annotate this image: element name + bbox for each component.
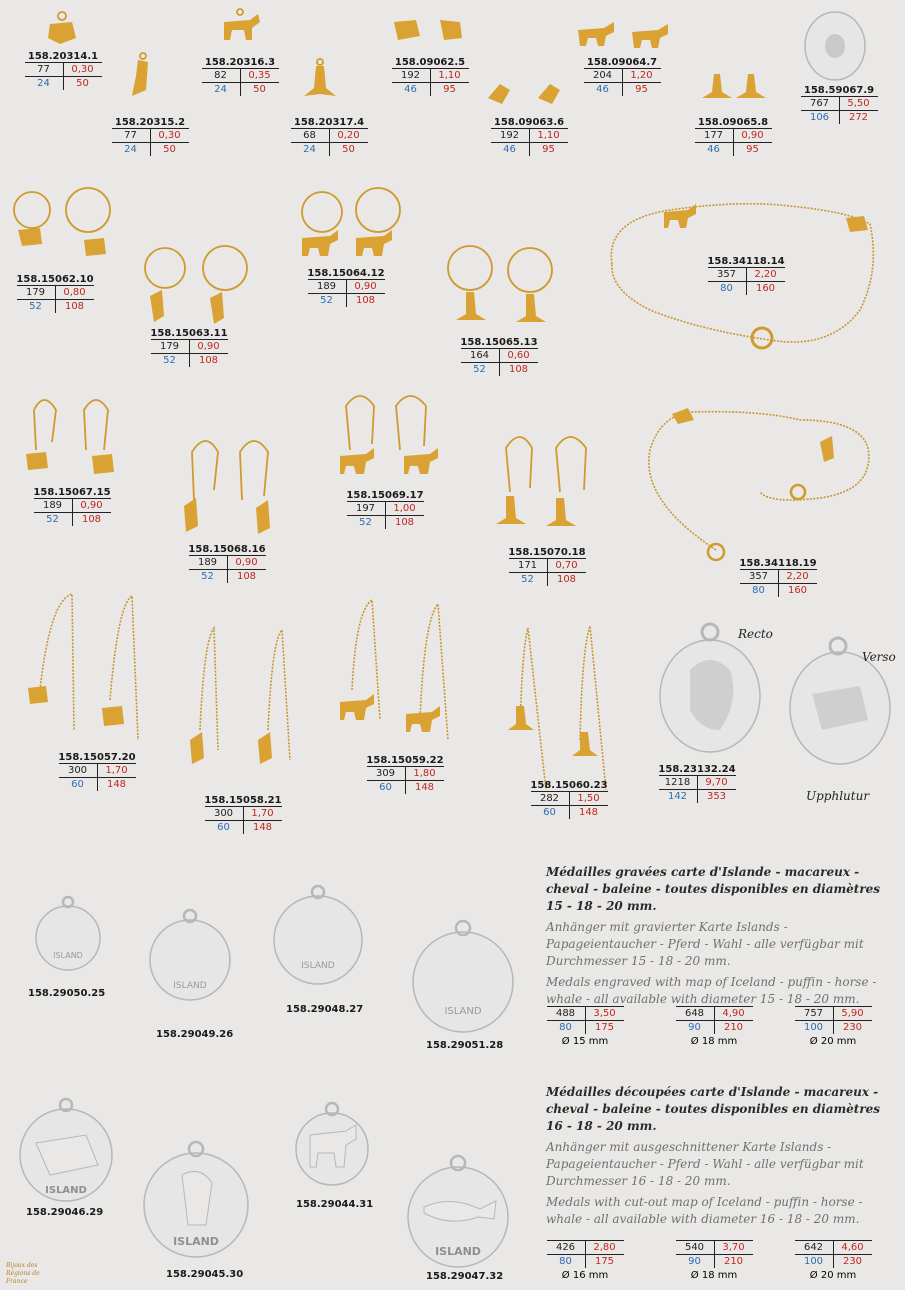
product-15 — [29, 487, 115, 526]
product-16 — [184, 544, 270, 583]
price-eur: 5,50 — [839, 97, 878, 111]
weight-code: 80 — [708, 282, 747, 296]
engraved-ref-3: 158.29048.27 — [286, 1004, 364, 1015]
product-22 — [362, 755, 448, 794]
weight-code: 52 — [151, 354, 190, 368]
engraved-ref-4: 158.29051.28 — [426, 1040, 504, 1051]
weight-code: 24 — [202, 83, 241, 97]
weight-code: 52 — [509, 573, 548, 587]
product-11 — [146, 328, 232, 367]
leverback-earring-puffin-icon — [184, 441, 270, 534]
product-14 — [703, 256, 789, 295]
retail-price: 108 — [394, 517, 415, 528]
retail-price: 353 — [706, 791, 727, 802]
engraved-ref-1: 158.29050.25 — [28, 988, 106, 999]
diameter-label: Ø 18 mm — [690, 1036, 738, 1047]
cutout-price-20 — [790, 1240, 876, 1281]
retail-price: 160 — [787, 585, 808, 596]
weight-code: 80 — [740, 584, 779, 598]
engraved-price-20 — [790, 1006, 876, 1047]
engraved-medal-horse-icon — [274, 886, 362, 984]
price-code: 757 — [795, 1007, 834, 1021]
engraved-price-15 — [542, 1006, 628, 1047]
product-12 — [303, 268, 389, 307]
weight-code: 80 — [547, 1255, 586, 1269]
price-code: 192 — [392, 69, 431, 83]
product-8 — [690, 117, 776, 156]
product-20 — [54, 752, 140, 791]
charm-puffin-icon — [132, 53, 148, 96]
cutout-price-16 — [542, 1240, 628, 1281]
retail-price: 175 — [594, 1022, 615, 1033]
price-eur: 0,90 — [227, 556, 266, 570]
threader-earring-puffin-icon — [190, 628, 290, 764]
hoop-earring-map-icon — [14, 188, 110, 256]
engraved-medal-map-icon — [36, 897, 100, 970]
weight-code: 90 — [676, 1021, 715, 1035]
product-ref: 158.23132.24 — [658, 764, 736, 775]
product-ref: 158.09063.6 — [493, 117, 565, 128]
retail-price: 50 — [163, 144, 176, 155]
retail-price: 272 — [848, 112, 869, 123]
verso-label: Verso — [862, 650, 896, 664]
charm-whale-tail-icon — [304, 59, 336, 96]
price-eur: 1,50 — [569, 792, 608, 806]
cutout-ref-1: 158.29046.29 — [26, 1207, 104, 1218]
cutout-ref-3: 158.29044.31 — [296, 1199, 374, 1210]
product-ref: 158.34118.19 — [739, 558, 817, 569]
weight-code: 106 — [801, 111, 840, 125]
price-code: 540 — [676, 1241, 715, 1255]
product-3 — [197, 57, 283, 96]
price-eur: 0,70 — [547, 559, 586, 573]
retail-price: 108 — [81, 514, 102, 525]
engraved-medals-illustrations — [0, 880, 545, 1060]
leverback-earring-whale-tail-icon — [496, 437, 586, 526]
retail-price: 108 — [355, 295, 376, 306]
retail-price: 108 — [64, 301, 85, 312]
engraved-description — [546, 864, 896, 1008]
weight-code: 24 — [291, 143, 330, 157]
silver-bead-icon — [805, 12, 865, 80]
weight-code: 52 — [308, 294, 347, 308]
weight-code: 100 — [795, 1021, 834, 1035]
stud-whale-tail-icon — [702, 74, 766, 98]
retail-price: 95 — [635, 84, 648, 95]
price-eur: 0,90 — [72, 499, 111, 513]
retail-price: 160 — [755, 283, 776, 294]
weight-code: 100 — [795, 1255, 834, 1269]
retail-price: 95 — [746, 144, 759, 155]
product-ref: 158.15068.16 — [188, 544, 266, 555]
price-code: 357 — [708, 268, 747, 282]
price-code: 164 — [461, 349, 500, 363]
diameter-label: Ø 18 mm — [690, 1270, 738, 1281]
price-code: 189 — [34, 499, 73, 513]
engraved-text-de: Anhänger mit gravierter Karte Islands - Papageientaucher - Pferd - Wahl - alle verfügbar mit Durchmesser 15 - 18 - 20 mm. — [546, 920, 864, 968]
product-ref: 158.09064.7 — [586, 57, 658, 68]
weight-code: 60 — [205, 821, 244, 835]
product-ref: 158.34118.14 — [707, 256, 785, 267]
product-ref: 158.15057.20 — [58, 752, 136, 763]
product-ref: 158.15070.18 — [508, 547, 586, 558]
retail-price: 148 — [578, 807, 599, 818]
cutout-description — [546, 1084, 896, 1228]
weight-code: 80 — [547, 1021, 586, 1035]
price-code: 488 — [547, 1007, 586, 1021]
retail-price: 148 — [252, 822, 273, 833]
retail-price: 108 — [508, 364, 529, 375]
price-eur: 9,70 — [697, 776, 736, 790]
weight-code: 52 — [189, 570, 228, 584]
price-code: 82 — [202, 69, 241, 83]
weight-code: 24 — [112, 143, 151, 157]
cutout-medals-illustrations — [0, 1095, 545, 1280]
stud-puffin-icon — [488, 84, 560, 104]
product-ref: 158.15059.22 — [366, 755, 444, 766]
price-code: 1218 — [659, 776, 698, 790]
cutout-medal-whale-icon — [408, 1156, 508, 1267]
price-eur: 1,70 — [243, 807, 282, 821]
price-eur: 3,70 — [714, 1241, 753, 1255]
product-ref: 158.09062.5 — [394, 57, 466, 68]
engraved-word: ISLAND — [301, 961, 335, 971]
cutout-word: ISLAND — [173, 1235, 219, 1248]
price-code: 357 — [740, 570, 779, 584]
price-code: 197 — [347, 502, 386, 516]
stud-iceland-map-icon — [394, 20, 462, 40]
product-ref: 158.59067.9 — [803, 85, 875, 96]
product-ref: 158.20317.4 — [293, 117, 365, 128]
product-ref: 158.15065.13 — [460, 337, 538, 348]
weight-code: 52 — [347, 516, 386, 530]
engraved-medal-whale-icon — [413, 921, 513, 1032]
price-eur: 0,30 — [63, 63, 102, 77]
product-ref: 158.20314.1 — [27, 51, 99, 62]
cutout-text-fr: Médailles découpées carte d'Islande - macareux - cheval - baleine - toutes disponibles en diamètres 16 - 18 - 20 mm. — [546, 1085, 881, 1133]
price-code: 68 — [291, 129, 330, 143]
product-18 — [504, 547, 590, 586]
price-eur: 0,35 — [240, 69, 279, 83]
weight-code: 60 — [531, 806, 570, 820]
price-eur: 1,70 — [97, 764, 136, 778]
retail-price: 95 — [443, 84, 456, 95]
hoop-earring-horse-icon — [302, 188, 400, 256]
price-code: 77 — [112, 129, 151, 143]
price-eur: 2,20 — [778, 570, 817, 584]
price-code: 426 — [547, 1241, 586, 1255]
product-ref: 158.20316.3 — [204, 57, 276, 68]
weight-code: 142 — [659, 790, 698, 804]
engraved-word: ISLAND — [53, 951, 83, 960]
stud-horse-icon — [578, 22, 668, 48]
brand-logo — [6, 1262, 62, 1286]
product-ref: 158.09065.8 — [697, 117, 769, 128]
price-eur: 2,80 — [585, 1241, 624, 1255]
price-eur: 0,60 — [499, 349, 538, 363]
price-code: 179 — [151, 340, 190, 354]
product-ref: 158.15062.10 — [16, 274, 94, 285]
weight-code: 52 — [34, 513, 73, 527]
product-ref: 158.15058.21 — [204, 795, 282, 806]
product-1 — [20, 51, 106, 90]
retail-price: 210 — [723, 1022, 744, 1033]
price-eur: 0,90 — [346, 280, 385, 294]
hoop-earring-whale-tail-icon — [448, 246, 552, 322]
cutout-text-en: Medals with cut-out map of Iceland - puffin - horse - whale - all available with diameter 16 - 18 - 20 mm. — [546, 1195, 863, 1226]
diameter-label: Ø 20 mm — [809, 1270, 857, 1281]
leverback-earring-map-icon — [26, 400, 114, 474]
product-ref: 158.15060.23 — [530, 780, 608, 791]
product-24 — [654, 764, 740, 803]
engraved-medal-puffin-icon — [150, 910, 230, 1000]
product-17 — [342, 490, 428, 529]
threader-earring-horse-icon — [340, 600, 448, 740]
price-eur: 0,80 — [55, 286, 94, 300]
price-eur: 1,00 — [385, 502, 424, 516]
charm-iceland-map-icon — [48, 12, 76, 44]
diameter-label: Ø 20 mm — [809, 1036, 857, 1047]
engraved-text-en: Medals engraved with map of Iceland - puffin - horse - whale - all available with diameter 15 - 18 - 20 mm. — [546, 975, 877, 1006]
product-ref: 158.15063.11 — [150, 328, 228, 339]
product-ref: 158.15064.12 — [307, 268, 385, 279]
retail-price: 230 — [842, 1022, 863, 1033]
product-7 — [579, 57, 665, 96]
retail-price: 148 — [106, 779, 127, 790]
price-eur: 4,60 — [833, 1241, 872, 1255]
weight-code: 46 — [695, 143, 734, 157]
price-code: 300 — [59, 764, 98, 778]
engraved-text-fr: Médailles gravées carte d'Islande - macareux - cheval - baleine - toutes disponibles en diamètres 15 - 18 - 20 mm. — [546, 865, 881, 913]
weight-code: 90 — [676, 1255, 715, 1269]
product-21 — [200, 795, 286, 834]
engraved-word: ISLAND — [173, 981, 207, 991]
cutout-word: ISLAND — [45, 1185, 87, 1196]
threader-earring-whale-tail-icon — [508, 626, 606, 790]
diameter-label: Ø 15 mm — [561, 1036, 609, 1047]
price-code: 309 — [367, 767, 406, 781]
charm-horse-icon — [224, 9, 260, 40]
retail-price: 50 — [342, 144, 355, 155]
upphlutur-label: Upphlutur — [806, 789, 870, 803]
price-code: 177 — [695, 129, 734, 143]
price-eur: 0,30 — [150, 129, 189, 143]
retail-price: 95 — [542, 144, 555, 155]
cutout-text-de: Anhänger mit ausgeschnittener Karte Islands - Papageientaucher - Pferd - Wahl - alle verfügbar mit Durchmesser 16 - 18 - 20 mm. — [546, 1140, 864, 1188]
retail-price: 108 — [198, 355, 219, 366]
product-6 — [486, 117, 572, 156]
retail-price: 175 — [594, 1256, 615, 1267]
price-code: 171 — [509, 559, 548, 573]
product-4 — [286, 117, 372, 156]
cutout-medal-horse-icon — [296, 1103, 368, 1185]
product-10 — [12, 274, 98, 313]
cutout-price-18 — [671, 1240, 757, 1281]
price-eur: 4,90 — [714, 1007, 753, 1021]
weight-code: 52 — [17, 300, 56, 314]
cutout-ref-4: 158.29047.32 — [426, 1271, 504, 1282]
large-medal-recto-icon — [660, 624, 760, 752]
retail-price: 108 — [556, 574, 577, 585]
price-eur: 1,20 — [622, 69, 661, 83]
price-code: 189 — [308, 280, 347, 294]
price-eur: 0,90 — [189, 340, 228, 354]
retail-price: 50 — [76, 78, 89, 89]
price-code: 179 — [17, 286, 56, 300]
price-code: 204 — [584, 69, 623, 83]
product-ref: 158.15069.17 — [346, 490, 424, 501]
leverback-earring-horse-icon — [340, 396, 438, 474]
product-23 — [526, 780, 612, 819]
product-9 — [796, 85, 882, 124]
price-code: 642 — [795, 1241, 834, 1255]
cutout-medal-map-icon — [20, 1099, 112, 1201]
price-code: 648 — [676, 1007, 715, 1021]
price-code: 767 — [801, 97, 840, 111]
engraved-ref-2: 158.29049.26 — [156, 1029, 234, 1040]
hoop-earring-puffin-icon — [145, 246, 247, 324]
product-13 — [456, 337, 542, 376]
price-code: 77 — [25, 63, 64, 77]
product-5 — [387, 57, 473, 96]
price-code: 300 — [205, 807, 244, 821]
retail-price: 230 — [842, 1256, 863, 1267]
cutout-word: ISLAND — [435, 1245, 481, 1258]
price-code: 189 — [189, 556, 228, 570]
threader-earring-map-icon — [28, 594, 138, 740]
price-eur: 5,90 — [833, 1007, 872, 1021]
weight-code: 46 — [491, 143, 530, 157]
retail-price: 148 — [414, 782, 435, 793]
weight-code: 46 — [392, 83, 431, 97]
product-ref: 158.20315.2 — [114, 117, 186, 128]
weight-code: 60 — [367, 781, 406, 795]
price-code: 192 — [491, 129, 530, 143]
price-eur: 0,20 — [329, 129, 368, 143]
engraved-word: ISLAND — [444, 1006, 482, 1017]
weight-code: 60 — [59, 778, 98, 792]
recto-label: Recto — [738, 627, 773, 641]
price-eur: 0,90 — [733, 129, 772, 143]
retail-price: 210 — [723, 1256, 744, 1267]
product-ref: 158.15067.15 — [33, 487, 111, 498]
cutout-ref-2: 158.29045.30 — [166, 1269, 244, 1280]
price-code: 282 — [531, 792, 570, 806]
engraved-price-18 — [671, 1006, 757, 1047]
price-eur: 1,10 — [430, 69, 469, 83]
diameter-label: Ø 16 mm — [561, 1270, 609, 1281]
price-eur: 2,20 — [746, 268, 785, 282]
threader-earrings-illustrations — [0, 590, 905, 830]
retail-price: 50 — [253, 84, 266, 95]
bracelet-chain-2-icon — [649, 408, 869, 560]
weight-code: 52 — [461, 363, 500, 377]
brand-logo-text: Bijoux des Régions de France — [6, 1262, 40, 1285]
product-2 — [107, 117, 193, 156]
price-eur: 3,50 — [585, 1007, 624, 1021]
price-eur: 1,80 — [405, 767, 444, 781]
retail-price: 108 — [236, 571, 257, 582]
weight-code: 46 — [584, 83, 623, 97]
cutout-medal-puffin-icon — [144, 1142, 248, 1257]
price-eur: 1,10 — [529, 129, 568, 143]
weight-code: 24 — [25, 77, 64, 91]
